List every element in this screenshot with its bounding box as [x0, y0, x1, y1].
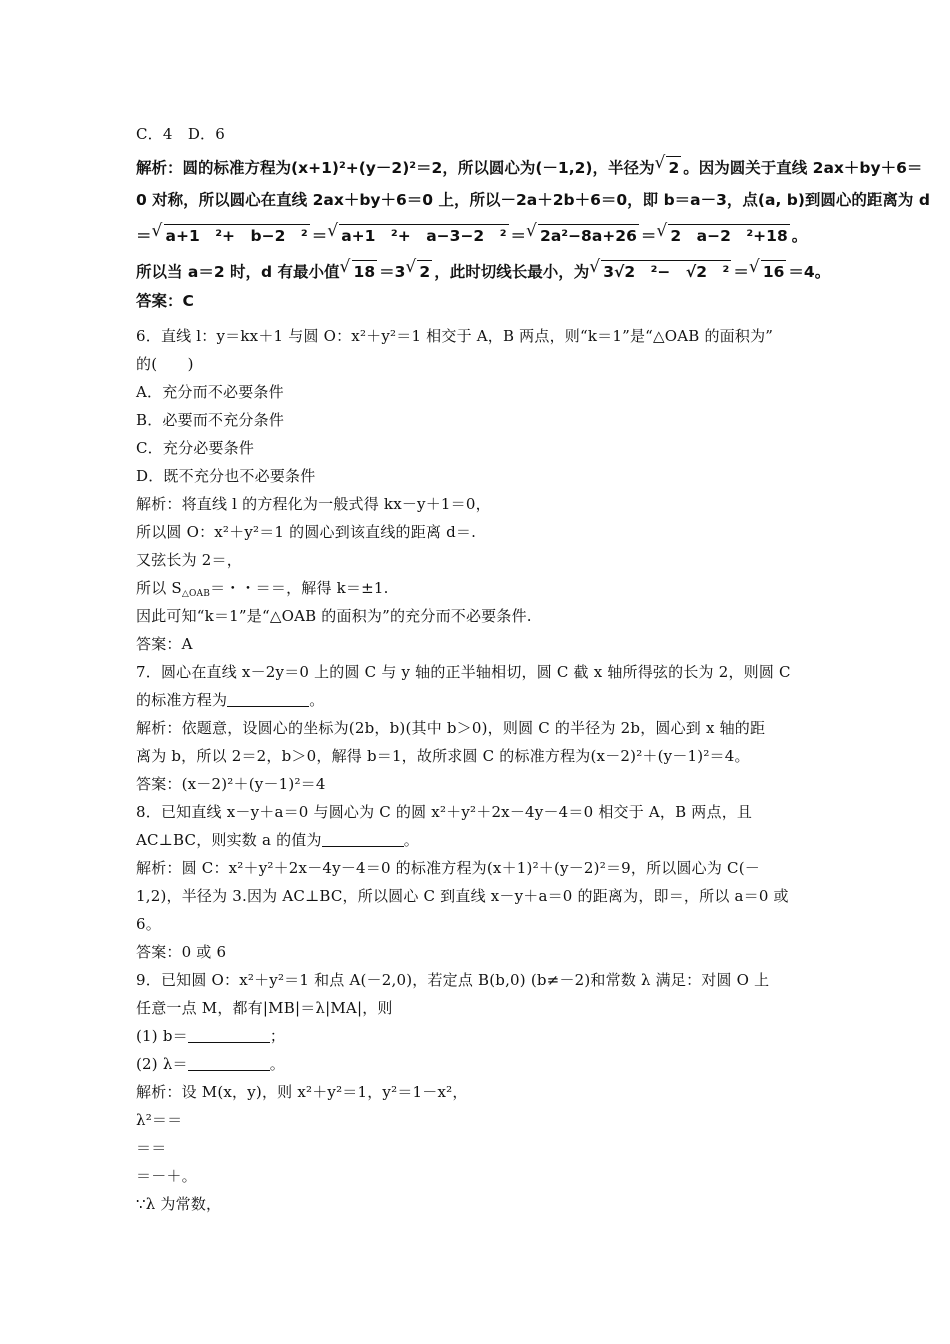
answer-blank: [188, 1028, 270, 1043]
q8-answer: 答案：0 或 6: [136, 943, 227, 961]
q6-option-b: B．必要而不充分条件: [136, 411, 285, 429]
q6-stem-line2: 的( ): [136, 355, 194, 373]
sqrt-symbol: √ 3√2 ²− √2 ²: [589, 260, 731, 282]
q6-answer: 答案：A: [136, 635, 193, 653]
q9-solution-line5: ∵λ 为常数，: [136, 1195, 222, 1213]
top-options: C．4 D．6: [136, 125, 225, 143]
sol5-line1: 解析：圆的标准方程为(x+1)²+(y－2)²＝2，所以圆心为(－1,2)，半径为√ 2 。因为圆关于直线 2ax＋by＋6＝: [136, 156, 922, 178]
q6-stem-line1: 6．直线 l：y＝kx＋1 与圆 O：x²＋y²＝1 相交于 A，B 两点，则“k＝1”是“△OAB 的面积为”: [136, 327, 774, 345]
q8-solution-line3: 6。: [136, 915, 161, 933]
sol5-line2: 0 对称，所以圆心在直线 2ax＋by＋6＝0 上，所以－2a＋2b＋6＝0，即 b＝a－3，点(a, b)到圆心的距离为 d: [136, 191, 930, 209]
q6-solution-line5: 因此可知“k＝1”是“△OAB 的面积为”的充分而不必要条件.: [136, 607, 532, 625]
q9-solution-line3: ＝＝: [136, 1139, 167, 1157]
q6-option-d: D．既不充分也不必要条件: [136, 467, 316, 485]
q9-stem-line1: 9．已知圆 O：x²＋y²＝1 和点 A(－2,0)，若定点 B(b,0) (b≠－2)和常数 λ 满足：对圆 O 上: [136, 971, 770, 989]
q9-solution-line2: λ²＝＝: [136, 1111, 183, 1129]
q6-option-c: C．充分必要条件: [136, 439, 255, 457]
q7-stem-line2: 的标准方程为 。: [136, 691, 325, 709]
sqrt-symbol: √ a+1 ²+ b−2 ²: [152, 224, 310, 246]
q6-solution-line2: 所以圆 O：x²＋y²＝1 的圆心到该直线的距离 d＝.: [136, 523, 477, 541]
q7-stem-line1: 7．圆心在直线 x－2y＝0 上的圆 C 与 y 轴的正半轴相切，圆 C 截 x 轴所得弦的长为 2，则圆 C: [136, 663, 791, 681]
q7-answer: 答案：(x－2)²＋(y－1)²＝4: [136, 775, 326, 793]
q6-solution-line3: 又弦长为 2＝，: [136, 551, 242, 569]
sqrt-symbol: √ 2: [405, 260, 432, 282]
q7-solution-line1: 解析：依题意，设圆心的坐标为(2b，b)(其中 b＞0)，则圆 C 的半径为 2b，圆心到 x 轴的距: [136, 719, 766, 737]
q6-solution-line4: 所以 $S_{\triangle OAB}=$・・＝＝，解得 k＝±1.: [136, 579, 389, 599]
sqrt-symbol: √ a+1 ²+ a−3−2 ²: [327, 224, 508, 246]
sqrt-symbol: √ 2a²−8a+26: [526, 224, 639, 246]
q8-solution-line2: 1,2)，半径为 3.因为 AC⊥BC，所以圆心 C 到直线 x－y＋a＝0 的距离为，即＝，所以 a＝0 或: [136, 887, 789, 905]
answer-blank: [227, 692, 309, 707]
sol5-line4: 所以当 a＝2 时，d 有最小值√ 18 ＝3√ 2 ，此时切线长最小，为√ 3√2 ²− √2 ² ＝√ 16 ＝4。: [136, 260, 830, 282]
answer-blank: [322, 832, 404, 847]
q9-solution-line1: 解析：设 M(x，y)，则 x²＋y²＝1，y²＝1－x²，: [136, 1083, 468, 1101]
q9-part2: (2) λ＝ 。: [136, 1055, 285, 1073]
q7-solution-line2: 离为 b，所以 2＝2，b＞0，解得 b＝1，故所求圆 C 的标准方程为(x－2)²＋(y－1)²＝4。: [136, 747, 750, 765]
sqrt-symbol: √ 2 a−2 ²+18: [656, 224, 789, 246]
sqrt-symbol: √ 2: [654, 156, 681, 178]
answer-blank: [188, 1056, 270, 1071]
q6-solution-line1: 解析：将直线 l 的方程化为一般式得 kx－y＋1＝0，: [136, 495, 491, 513]
q9-part1: (1) b＝ ；: [136, 1027, 286, 1045]
q8-solution-line1: 解析：圆 C：x²＋y²＋2x－4y－4＝0 的标准方程为(x＋1)²＋(y－2)²＝9，所以圆心为 C(－: [136, 859, 760, 877]
sqrt-symbol: √ 18: [340, 260, 378, 282]
sol5-line3: ＝√ a+1 ²+ b−2 ² ＝√ a+1 ²+ a−3−2 ² ＝√ 2a²−8a+26 ＝√ 2 a−2 ²+18 。: [136, 224, 807, 246]
q9-stem-line2: 任意一点 M，都有|MB|＝λ|MA|，则: [136, 999, 393, 1017]
q8-stem-line1: 8．已知直线 x－y＋a＝0 与圆心为 C 的圆 x²＋y²＋2x－4y－4＝0 相交于 A，B 两点，且: [136, 803, 753, 821]
sqrt-symbol: √ 16: [749, 260, 787, 282]
sol5-answer: 答案：C: [136, 292, 194, 310]
q8-stem-line2: AC⊥BC，则实数 a 的值为 。: [136, 831, 419, 849]
q9-solution-line4: ＝－＋。: [136, 1167, 197, 1185]
q6-option-a: A．充分而不必要条件: [136, 383, 284, 401]
